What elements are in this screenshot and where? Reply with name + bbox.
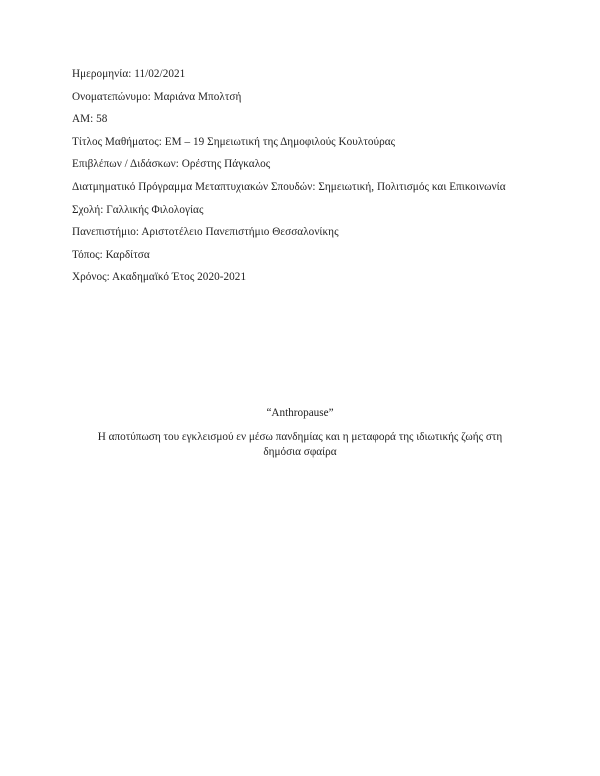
course-title-line: Τίτλος Μαθήματος: ΕΜ – 19 Σημειωτική της Δημοφιλούς Κουλτούρας	[72, 135, 396, 148]
document-title: “Anthropause”	[266, 407, 334, 419]
place-line: Τόπος: Καρδίτσα	[72, 248, 150, 261]
metadata-block	[72, 67, 542, 293]
supervisor-line: Επιβλέπων / Διδάσκων: Ορέστης Πάγκαλος	[72, 158, 271, 171]
name-line: Ονοματεπώνυμο: Μαριάνα Μπολτσή	[72, 90, 242, 103]
academic-year-line: Χρόνος: Ακαδημαϊκό Έτος 2020-2021	[72, 271, 247, 284]
school-line: Σχολή: Γαλλικής Φιλολογίας	[72, 203, 204, 216]
document-subtitle: Η αποτύπωση του εγκλεισμού εν μέσω πανδημίας και η μεταφορά της ιδιωτικής ζωής στη δημόσια σφαίρα	[97, 431, 503, 458]
title-block	[72, 406, 528, 460]
student-id-line: ΑΜ: 58	[72, 113, 108, 126]
date-line: Ημερομηνία: 11/02/2021	[72, 68, 186, 80]
program-line: Διατμηματικό Πρόγραμμα Μεταπτυχιακών Σπουδών: Σημειωτική, Πολιτισμός και Επικοινωνία	[72, 180, 506, 193]
university-line: Πανεπιστήμιο: Αριστοτέλειο Πανεπιστήμιο Θεσσαλονίκης	[72, 226, 339, 239]
